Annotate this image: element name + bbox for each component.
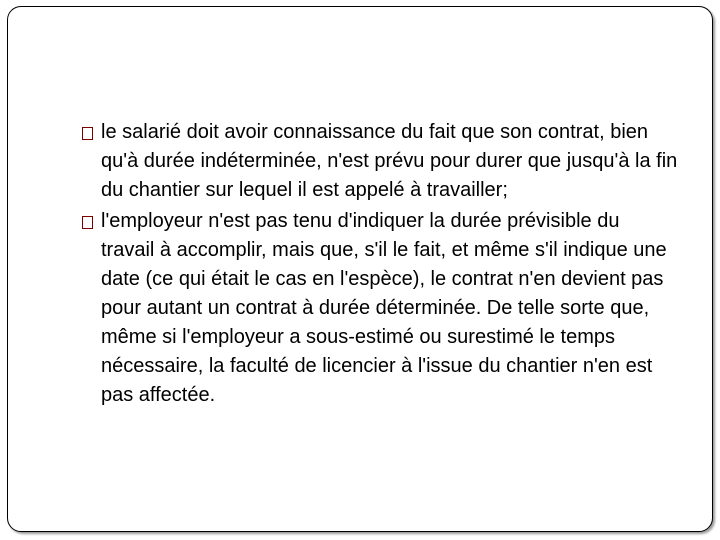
- square-bullet-icon: [82, 216, 93, 229]
- square-bullet-icon: [82, 127, 93, 140]
- bullet-list: [82, 118, 678, 412]
- bullet-text-2: l'employeur n'est pas tenu d'indiquer la durée prévisible du travail à accomplir, mais que, s'il le fait, et même s'il indique une date (ce qui était le cas en l'espèce), le contrat n'en devient pas pour autant un contrat à durée déterminée. De telle sorte que, même si l'employeur a sous-estimé ou surestimé le temps nécessaire, la faculté de licencier à l'issue du chantier n'en est pas affectée.: [101, 210, 667, 406]
- bullet-item-2: [82, 207, 678, 410]
- bullet-item-1: [82, 118, 678, 205]
- bullet-text-1: le salarié doit avoir connaissance du fait que son contrat, bien qu'à durée indéterminée, n'est prévu pour durer que jusqu'à la fin du chantier sur lequel il est appelé à travailler;: [101, 121, 678, 201]
